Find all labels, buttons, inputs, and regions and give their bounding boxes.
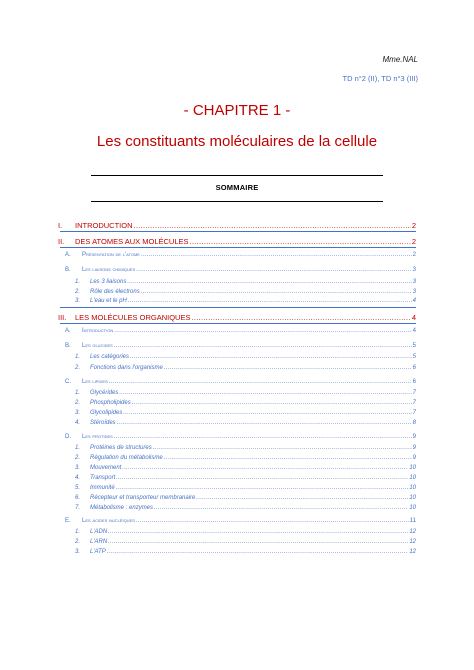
toc-section-separator [60,323,416,324]
toc-page-number: 4 [412,298,416,304]
toc-entry-title: Transport [90,475,116,481]
toc-entry[interactable] [75,445,416,451]
toc-entry-title: Présentation de l'atome [82,252,140,258]
sommaire-heading: SOMMAIRE [215,183,259,192]
toc-entry-title: Fonctions dans l'organisme [90,365,163,371]
toc-page-number: 9 [412,445,416,451]
toc-page-number: 7 [412,390,416,396]
toc-entry-title: Les acides nucléiques [82,518,135,524]
toc-page-number: 9 [412,434,416,440]
toc-entry-title: L'ARN [90,539,108,545]
toc-entry-number: 2. [75,455,81,461]
toc-entry[interactable] [75,455,416,461]
toc-page-number: 5 [412,343,416,349]
chapter-heading: - CHAPITRE 1 - [183,102,291,119]
toc-dot-leader [118,390,411,396]
toc-dot-leader [135,518,409,524]
toc-dot-leader [113,328,411,334]
toc-entry-number: 1. [75,390,81,396]
toc-entry-number: 3. [75,410,81,416]
toc-entry-number: C. [65,379,71,385]
toc-entry-title: Protéines de structures [90,445,152,451]
toc-entry-number: A. [65,252,71,258]
toc-dot-leader [108,379,412,385]
toc-entry[interactable] [75,495,416,501]
toc-entry-number: 1. [75,445,81,451]
toc-entry-number: 7. [75,505,81,511]
toc-entry[interactable] [58,313,416,322]
toc-entry-title: Les liaisons chimiques [82,267,136,273]
toc-dot-leader [189,239,411,247]
toc-page-number: 6 [412,365,416,371]
toc-entry-number: 1. [75,354,81,360]
toc-entry[interactable] [75,529,416,535]
toc-dot-leader [195,495,408,501]
toc-entry[interactable] [65,379,416,385]
toc-dot-leader [116,420,412,426]
toc-entry-number: II. [58,237,65,246]
toc-page-number: 2 [412,252,416,258]
toc-entry[interactable] [65,328,416,334]
toc-dot-leader [107,529,408,535]
toc-page-number: 6 [412,379,416,385]
toc-entry-title: Les catégories [90,354,130,360]
toc-entry[interactable] [75,400,416,406]
toc-entry[interactable] [75,354,416,360]
toc-dot-leader [121,465,408,471]
toc-entry-title: Glycérides [90,390,119,396]
toc-section-separator [60,231,416,232]
toc-dot-leader [190,315,410,323]
toc-page-number: 10 [409,495,416,501]
toc-entry-title: Mouvement [90,465,122,471]
toc-entry[interactable] [75,279,416,285]
toc-dot-leader [126,279,411,285]
toc-entry-number: E. [65,518,71,524]
toc-entry-title: Introduction [82,328,114,334]
toc-dot-leader [113,343,412,349]
toc-dot-leader [106,549,409,555]
td-reference: TD n°2 (II), TD n°3 (III) [342,74,418,83]
toc-entry-number: 2. [75,400,81,406]
toc-entry[interactable] [75,298,416,304]
toc-entry-number: 2. [75,539,81,545]
toc-entry-title: Les protides [82,434,113,440]
toc-entry-number: B. [65,343,71,349]
chapter-subtitle: Les constituants moléculaires de la cellule [96,133,378,150]
toc-page-number: 4 [411,313,416,322]
toc-page-number: 12 [409,539,416,545]
toc-entry[interactable] [75,465,416,471]
toc-entry-number: 4. [75,420,81,426]
toc-entry-title: DES ATOMES AUX MOLÉCULES [75,237,189,246]
toc-entry-number: 3. [75,298,81,304]
toc-dot-leader [140,252,412,258]
toc-entry-number: 2. [75,365,81,371]
toc-entry[interactable] [58,221,416,230]
toc-entry-number: A. [65,328,71,334]
toc-section-separator [60,307,416,308]
toc-page-number: 12 [409,529,416,535]
toc-page-number: 7 [412,410,416,416]
toc-entry-number: III. [58,313,67,322]
toc-page-number: 2 [411,221,416,230]
toc-entry[interactable] [75,390,416,396]
toc-page-number: 12 [409,549,416,555]
toc-entry-number: D. [65,434,71,440]
toc-dot-leader [129,354,412,360]
toc-page-number: 10 [409,465,416,471]
toc-entry[interactable] [75,410,416,416]
toc-entry-title: Les glucides [82,343,113,349]
toc-entry[interactable] [65,252,416,258]
toc-entry-title: Immunité [90,485,115,491]
toc-entry-title: L'ATP [90,549,106,555]
toc-entry-title: LES MOLÉCULES ORGANIQUES [75,313,191,322]
toc-entry[interactable] [75,289,416,295]
toc-entry-title: Régulation du métabolisme [90,455,163,461]
toc-entry-title: Les 3 liaisons [90,279,127,285]
toc-entry[interactable] [75,420,416,426]
toc-page-number: 10 [409,505,416,511]
toc-entry[interactable] [75,549,416,555]
toc-entry[interactable] [65,267,416,273]
toc-entry-number: 1. [75,279,81,285]
toc-entry-number: 1. [75,529,81,535]
toc-entry[interactable] [75,539,416,545]
toc-entry-number: 6. [75,495,81,501]
toc-entry-title: L'eau et le pH [90,298,127,304]
toc-page-number: 3 [412,279,416,285]
toc-page-number: 3 [412,289,416,295]
toc-dot-leader [163,365,412,371]
toc-entry[interactable] [75,475,416,481]
toc-entry[interactable] [58,237,416,246]
toc-dot-leader [131,400,412,406]
toc-entry-number: 3. [75,465,81,471]
toc-page-number: 7 [412,400,416,406]
toc-page-number: 2 [411,237,416,246]
toc-entry-number: 5. [75,485,81,491]
toc-section-separator [60,247,416,248]
toc-entry[interactable] [65,518,416,524]
toc-entry[interactable] [65,434,416,440]
toc-entry-title: Les lipides [82,379,108,385]
toc-entry-title: INTRODUCTION [75,221,133,230]
toc-entry-number: 2. [75,289,81,295]
toc-page-number: 3 [412,267,416,273]
toc-dot-leader [133,223,411,231]
toc-dot-leader [122,410,411,416]
toc-page-number: 9 [412,455,416,461]
toc-entry-title: Stéroïdes [90,420,116,426]
toc-dot-leader [115,485,409,491]
toc-entry-title: Glycolipides [90,410,123,416]
toc-entry-title: Phospholipides [90,400,131,406]
toc-entry[interactable] [75,485,416,491]
toc-entry-title: L'ADN [90,529,108,535]
toc-dot-leader [113,434,412,440]
toc-page-number: 10 [409,485,416,491]
toc-dot-leader [127,298,412,304]
toc-dot-leader [163,455,412,461]
toc-dot-leader [115,475,408,481]
toc-dot-leader [135,267,412,273]
toc-entry-title: Métabolisme : enzymes [90,505,154,511]
toc-page-number: 11 [409,518,416,524]
toc-dot-leader [107,539,408,545]
toc-entry-number: I. [58,221,63,230]
toc-entry[interactable] [65,343,416,349]
toc-entry-title: Récepteur et transporteur membranaire [90,495,196,501]
toc-page-number: 8 [412,420,416,426]
toc-dot-leader [152,445,412,451]
toc-entry-title: Rôle des électrons [90,289,140,295]
toc-entry-number: 4. [75,475,81,481]
toc-entry[interactable] [75,505,416,511]
toc-page-number: 5 [412,354,416,360]
toc-dot-leader [153,505,408,511]
toc-dot-leader [140,289,412,295]
toc-entry[interactable] [75,365,416,371]
toc-page-number: 10 [409,475,416,481]
toc-entry-number: B. [65,267,71,273]
toc-entry-number: 3. [75,549,81,555]
author-name: Mme.NAL [382,55,418,64]
toc-page-number: 4 [412,328,416,334]
